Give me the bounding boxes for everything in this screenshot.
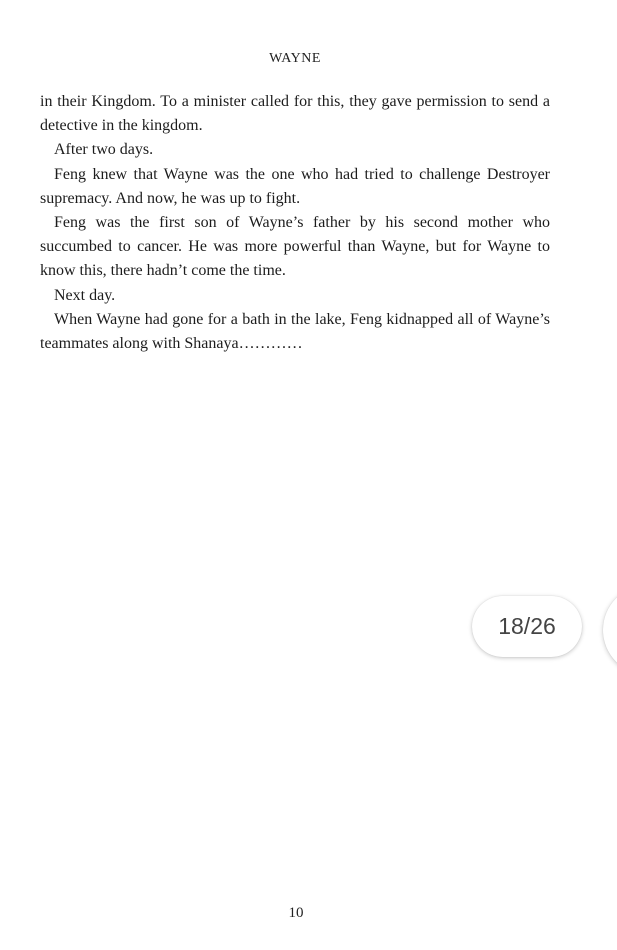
paragraph: Feng was the first son of Wayne’s father by his second mother who succumbed to cancer. He was more powerful than Wayne, but for Wayne to know this, there hadn’t come the time. (40, 214, 550, 280)
book-body-text (40, 90, 550, 356)
paragraph: When Wayne had gone for a bath in the lake, Feng kidnapped all of Wayne’s teammates along with Shanaya………… (40, 310, 550, 353)
scroll-handle[interactable] (603, 585, 617, 675)
page-number: 10 (288, 905, 304, 921)
page-counter-pill[interactable]: 18/26 (472, 596, 582, 657)
running-header-title: WAYNE (269, 51, 321, 66)
paragraph: in their Kingdom. To a minister called for this, they gave permission to send a detective in the kingdom. (40, 93, 550, 135)
paragraph: After two days. (54, 141, 154, 159)
paragraph: Feng knew that Wayne was the one who had tried to challenge Destroyer supremacy. And now, he was up to fight. (40, 165, 550, 207)
paragraph: Next day. (54, 286, 116, 304)
